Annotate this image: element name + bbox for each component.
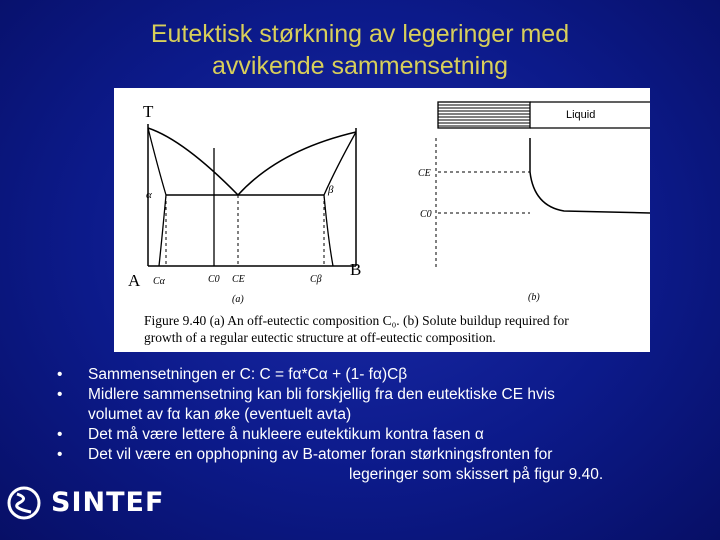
figure-caption-line1: Figure 9.40 (a) An off-eutectic composition C₀. (b) Solute buildup required for [144,313,569,328]
figure-caption-line2: growth of a regular eutectic structure at off-eutectic composition. [144,330,496,345]
bullet-text: Sammensetningen er C: C = fα*Cα + (1- fα)Cβ [88,366,408,383]
solute-profile [530,138,650,213]
phase-diagram-svg [114,88,650,352]
bullet-list [57,365,657,485]
solid-front-block [438,102,530,128]
solvus-beta [324,195,333,266]
bullet-text: volumet av fα kan øke (eventuelt avta) [88,406,352,423]
label-ce-b: CE [418,168,431,179]
liquidus-right [238,132,356,195]
bullet-item [57,405,657,425]
label-c-beta: Cβ [310,274,322,285]
sintef-logo [7,486,177,520]
bullet-item [57,385,657,405]
slide-title-line2: avvikende sammensetning [212,52,508,80]
bullet-text: legeringer som skissert på figur 9.40. [349,466,604,483]
label-liquid: Liquid [566,109,596,121]
label-ce: CE [232,274,245,285]
bullet-item [57,445,657,465]
label-a: (a) [232,294,244,305]
bullet-text: Det vil være en opphopning av B-atomer foran størkningsfronten for [88,446,553,463]
label-b: (b) [528,292,540,303]
solidus-alpha [148,128,166,195]
label-beta: β [328,184,334,196]
label-c0-b: C0 [420,209,432,220]
bullet-marker: • [57,366,63,383]
bullet-marker: • [57,446,63,463]
label-c0: C0 [208,274,220,285]
label-c-alpha: Cα [153,276,165,287]
phase-diagram-figure [114,88,650,352]
axis-label-T: T [143,102,154,121]
bullet-marker: • [57,426,63,443]
slide-title-line1: Eutektisk størkning av legeringer med [150,20,570,48]
bullet-text: Det må være lettere å nukleere eutektikum kontra fasen α [88,426,484,443]
bullet-item [57,465,657,485]
bullet-text: Midlere sammensetning kan bli forskjellig fra den eutektiske CE hvis [88,386,555,403]
label-alpha: α [146,189,152,201]
liquidus-left [148,128,238,195]
axis-label-B: B [350,260,362,279]
bullet-item [57,365,657,385]
sintef-logo-icon [7,486,43,520]
solvus-alpha [159,195,166,266]
axis-label-A: A [128,271,141,290]
sintef-logo-text: SINTEF [51,487,165,518]
bullet-marker: • [57,386,63,403]
bullet-item [57,425,657,445]
slide-title [80,18,640,82]
